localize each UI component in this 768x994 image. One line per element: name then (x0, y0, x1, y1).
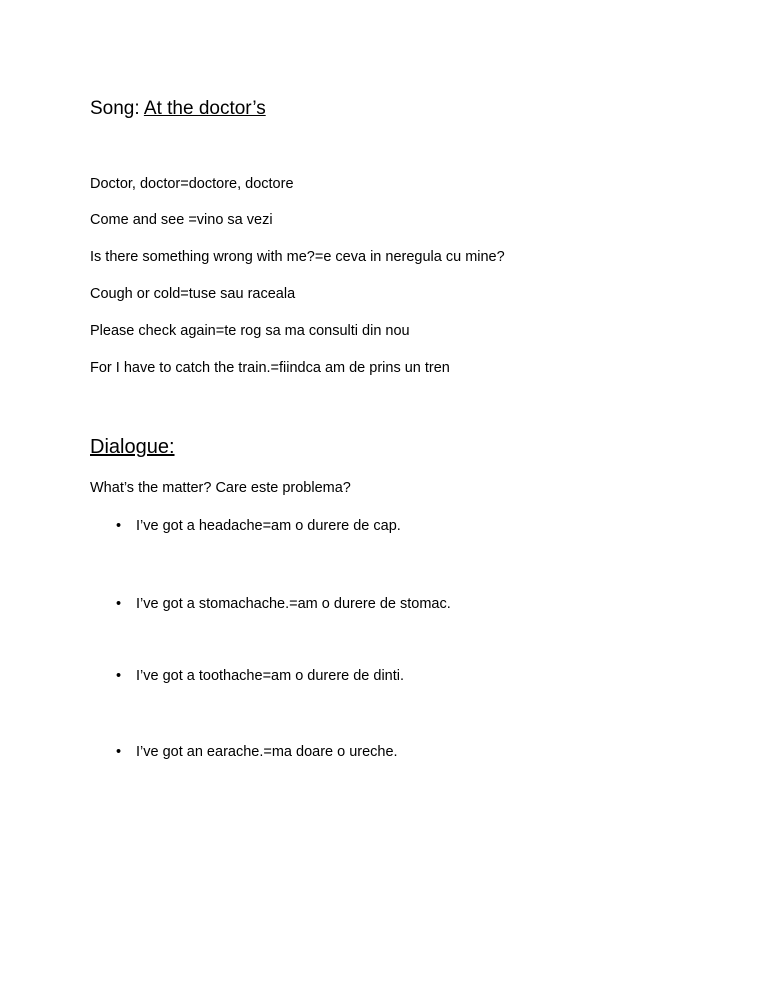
list-item (116, 744, 398, 760)
dialogue-question: What’s the matter? Care este problema? (90, 480, 351, 496)
bullet-icon: • (116, 518, 122, 534)
list-item (116, 518, 401, 534)
song-title (90, 98, 266, 120)
list-item-text: I’ve got a headache=am o durere de cap. (136, 518, 401, 534)
bullet-icon: • (116, 596, 122, 612)
dialogue-heading: Dialogue: (90, 436, 175, 458)
song-line: Doctor, doctor=doctore, doctore (90, 176, 294, 192)
song-line: For I have to catch the train.=fiindca am de prins un tren (90, 360, 450, 376)
list-item (116, 596, 451, 612)
bullet-icon: • (116, 744, 122, 760)
list-item (116, 668, 404, 684)
list-item-text: I’ve got a stomachache.=am o durere de stomac. (136, 596, 451, 612)
song-label: Song: (90, 98, 144, 119)
bullet-icon: • (116, 668, 122, 684)
list-item-text: I’ve got an earache.=ma doare o ureche. (136, 744, 398, 760)
song-name: At the doctor’s (143, 98, 266, 119)
song-line: Please check again=te rog sa ma consulti din nou (90, 323, 410, 339)
song-line: Come and see =vino sa vezi (90, 212, 273, 228)
list-item-text: I’ve got a toothache=am o durere de dinti. (136, 668, 405, 684)
song-line: Is there something wrong with me?=e ceva in neregula cu mine? (90, 249, 505, 265)
song-line: Cough or cold=tuse sau raceala (90, 286, 296, 302)
